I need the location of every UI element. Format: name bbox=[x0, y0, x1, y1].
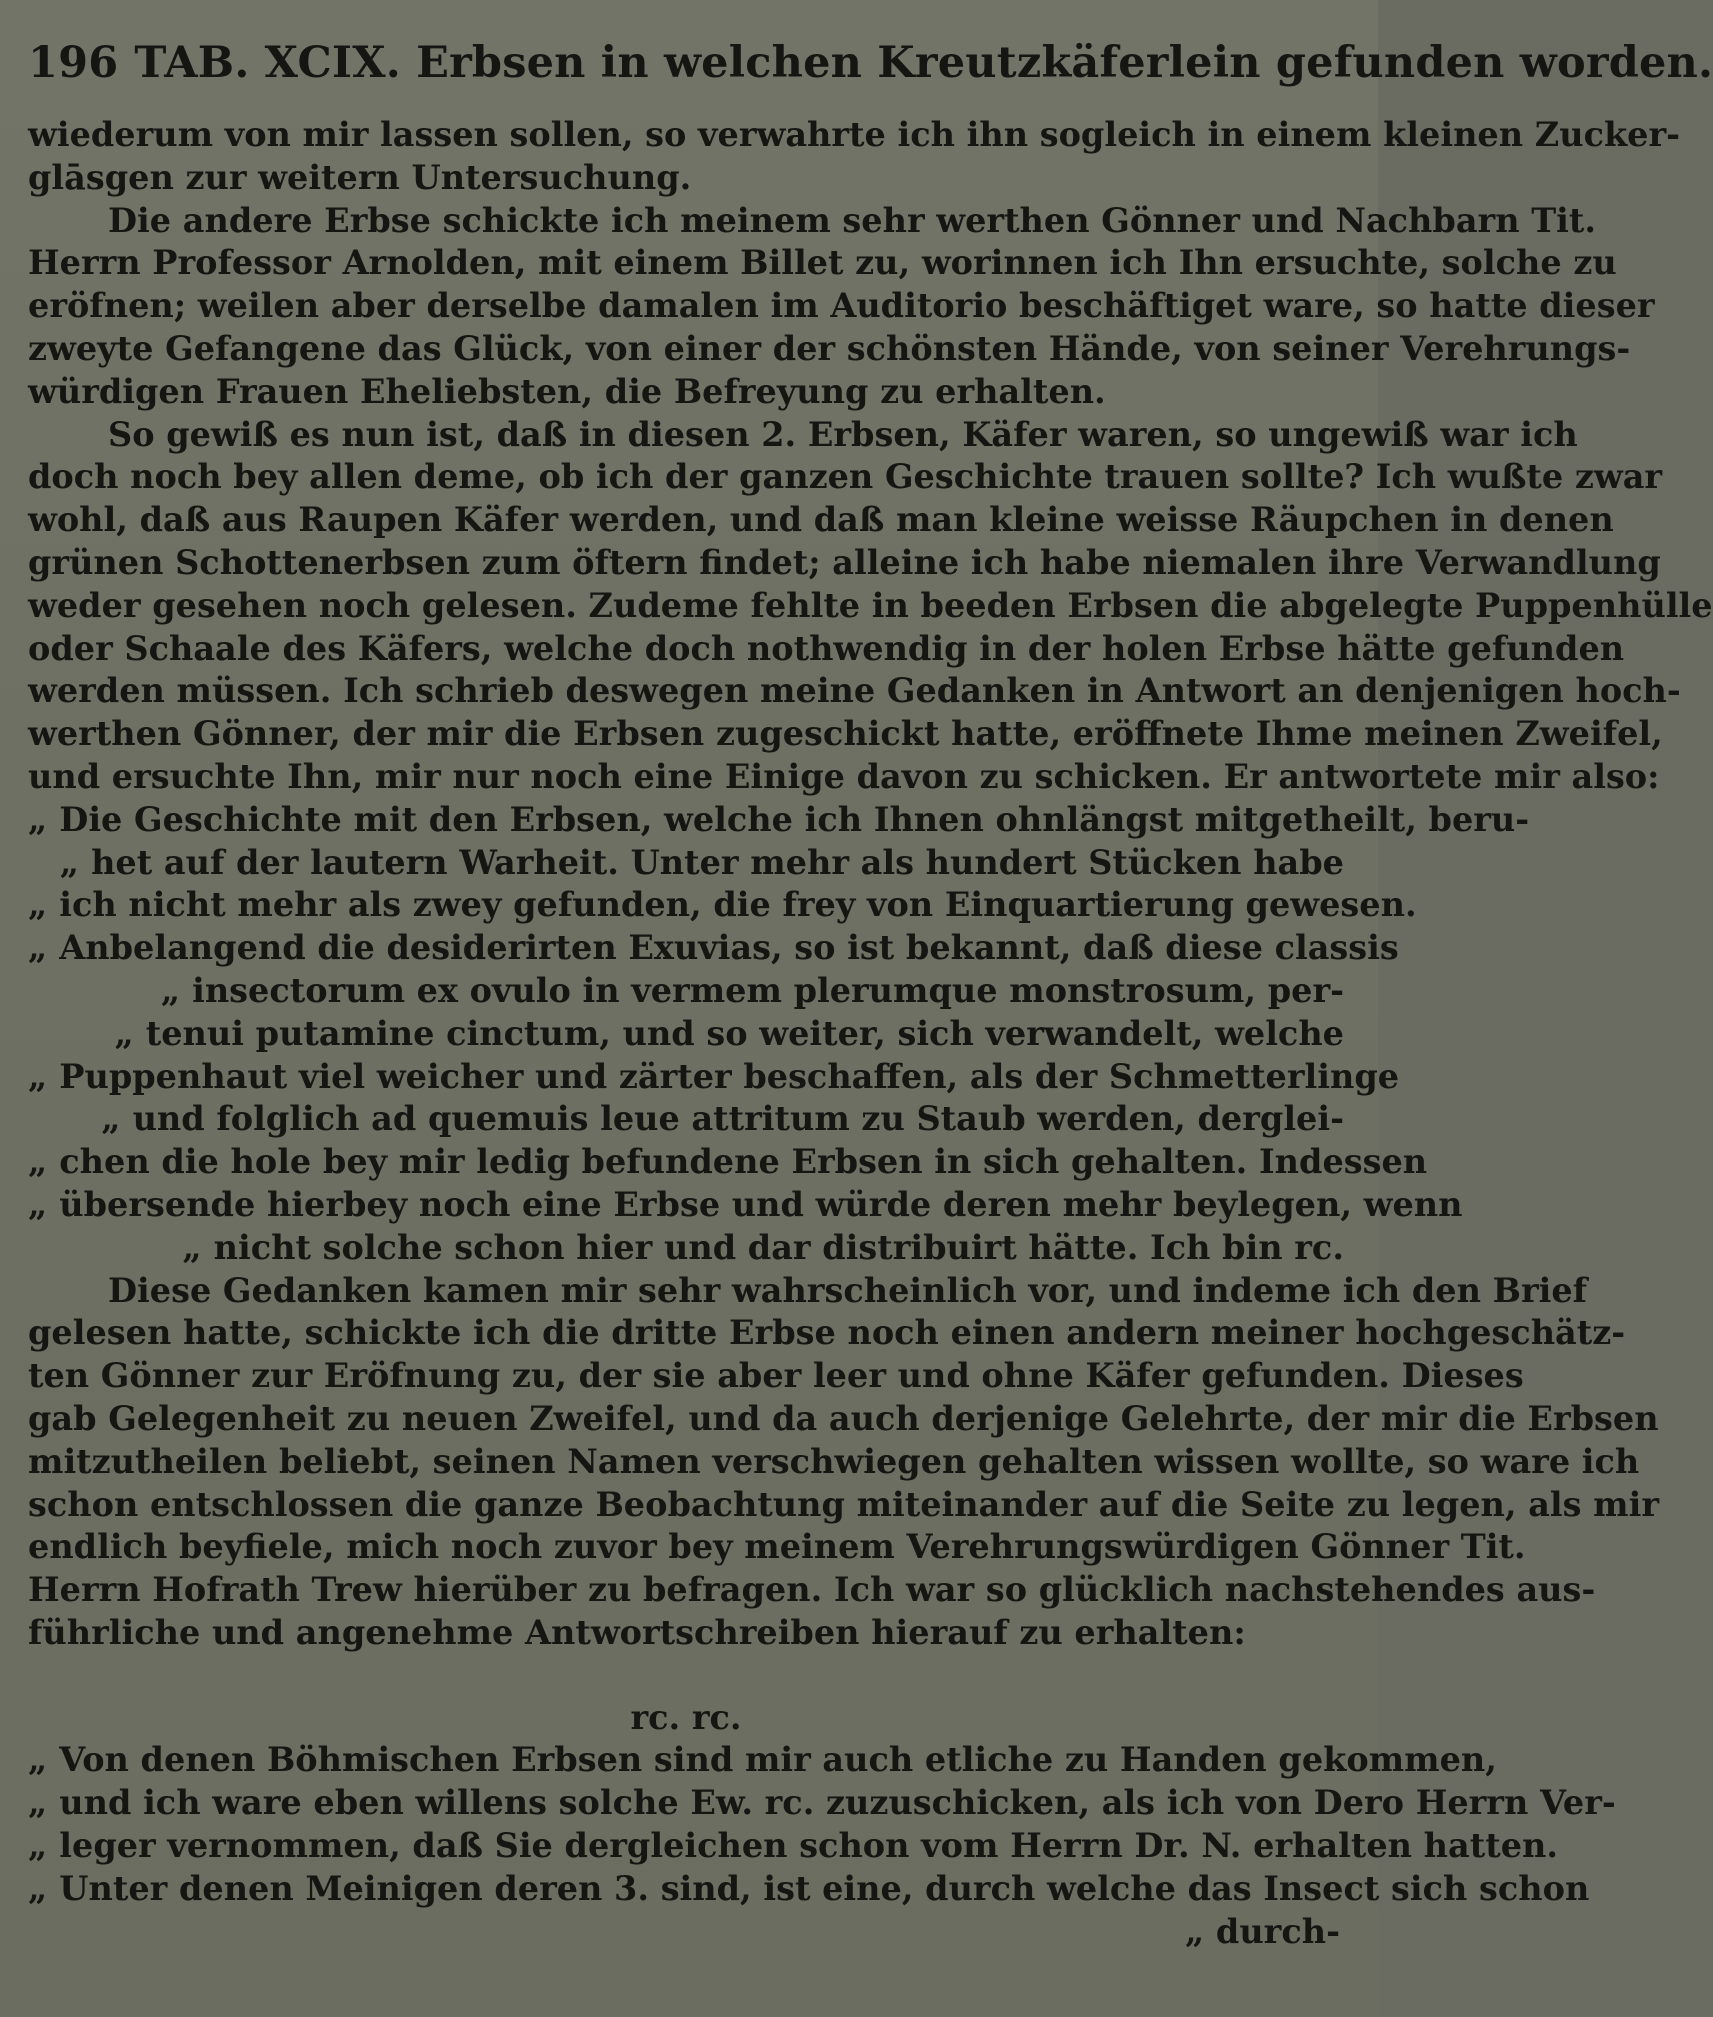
paragraph-start: Die andere Erbse schickte ich meinem sehr werthen Gönner und Nachbarn Tit. bbox=[108, 200, 1597, 240]
text-line: mitzutheilen beliebt, seinen Namen verschwiegen gehalten wissen wollte, so ware ich bbox=[28, 1441, 1640, 1481]
quote-line bbox=[28, 1056, 1400, 1099]
quote-mark: „ bbox=[28, 928, 48, 968]
text-line: werden müssen. Ich schrieb deswegen meine Gedanken in Antwort an denjenigen hoch- bbox=[28, 671, 1681, 711]
text-line: gab Gelegenheit zu neuen Zweifel, und da auch derjenige Gelehrte, der mir die Erbsen bbox=[28, 1398, 1659, 1438]
quote-mark: „ bbox=[114, 1013, 134, 1053]
running-header bbox=[28, 38, 1713, 108]
text-line: ten Gönner zur Eröfnung zu, der sie aber leer und ohne Käfer gefunden. Dieses bbox=[28, 1356, 1524, 1396]
quote-mark: „ bbox=[101, 1099, 121, 1139]
quote-mark: „ bbox=[28, 1783, 48, 1823]
quote-line bbox=[28, 1739, 1497, 1782]
text-line: oder Schaale des Käfers, welche doch nothwendig in der holen Erbse hätte gefunden bbox=[28, 628, 1625, 668]
quote-line bbox=[28, 1184, 1463, 1227]
quote-line bbox=[28, 799, 1530, 842]
text-line: und ersuchte Ihn, mir nur noch eine Einige davon zu schicken. Er antwortete mir also: bbox=[28, 756, 1660, 796]
text-line: werthen Gönner, der mir die Erbsen zugeschickt hatte, eröffnete Ihme meinen Zweifel, bbox=[28, 714, 1663, 754]
quote-line bbox=[28, 1227, 1344, 1270]
quote-text: Puppenhaut viel weicher und zärter beschaffen, als der Schmetterlinge bbox=[59, 1056, 1400, 1096]
quote-text: insectorum ex ovulo in vermem plerumque monstrosum, per- bbox=[192, 970, 1344, 1010]
quote-text: het auf der lautern Warheit. Unter mehr als hundert Stücken habe bbox=[91, 842, 1344, 882]
quote-line bbox=[28, 1868, 1590, 1911]
page-title: TAB. XCIX. Erbsen in welchen Kreutzkäferlein gefunden worden. bbox=[134, 38, 1713, 88]
text-line: grünen Schottenerbsen zum öftern findet; alleine ich habe niemalen ihre Verwandlung bbox=[28, 542, 1661, 582]
quote-line bbox=[28, 1782, 1616, 1825]
text-line: Herrn Hofrath Trew hierüber zu befragen. Ich war so glücklich nachstehendes aus- bbox=[28, 1570, 1596, 1610]
quote-text: ich nicht mehr als zwey gefunden, die frey von Einquartierung gewesen. bbox=[59, 885, 1417, 925]
quote-mark: „ bbox=[28, 885, 48, 925]
page-body bbox=[28, 114, 1713, 1953]
quote-line bbox=[28, 970, 1344, 1013]
quote-line bbox=[28, 927, 1399, 970]
text-line: weder gesehen noch gelesen. Zudeme fehlte in beeden Erbsen die abgelegte Puppenhülle bbox=[28, 585, 1713, 625]
quote-line bbox=[28, 842, 1344, 885]
quote-line bbox=[28, 884, 1417, 927]
quote-mark: „ bbox=[28, 1142, 48, 1182]
quote-text: Die Geschichte mit den Erbsen, welche ich Ihnen ohnlängst mitgetheilt, beru- bbox=[59, 799, 1530, 839]
quote-mark: „ bbox=[160, 970, 181, 1010]
text-line: schon entschlossen die ganze Beobachtung miteinander auf die Seite zu legen, als mir bbox=[28, 1484, 1659, 1524]
blank-space bbox=[28, 1655, 1344, 1697]
quote-text: Von denen Böhmischen Erbsen sind mir auch etliche zu Handen gekommen, bbox=[59, 1740, 1497, 1780]
text-line: doch noch bey allen deme, ob ich der ganzen Geschichte trauen sollte? Ich wußte zwar bbox=[28, 457, 1663, 497]
text-line: glāsgen zur weitern Untersuchung. bbox=[28, 157, 692, 197]
quote-line bbox=[28, 1098, 1344, 1141]
quote-text: Unter denen Meinigen deren 3. sind, ist eine, durch welche das Insect sich schon bbox=[59, 1868, 1590, 1908]
paragraph-start: Diese Gedanken kamen mir sehr wahrscheinlich vor, und indeme ich den Brief bbox=[108, 1270, 1588, 1310]
page-number: 196 bbox=[28, 38, 119, 88]
catchword: „ durch- bbox=[1184, 1911, 1340, 1951]
quote-text: übersende hierbey noch eine Erbse und würde deren mehr beylegen, wenn bbox=[59, 1184, 1463, 1224]
paragraph-start: So gewiß es nun ist, daß in diesen 2. Erbsen, Käfer waren, so ungewiß war ich bbox=[108, 414, 1578, 454]
quote-line bbox=[28, 1141, 1428, 1184]
quote-mark: „ bbox=[182, 1227, 202, 1267]
text-line: wohl, daß aus Raupen Käfer werden, und daß man kleine weisse Räupchen in denen bbox=[28, 500, 1614, 540]
quote-text: Anbelangend die desiderirten Exuvias, so ist bekannt, daß diese classis bbox=[59, 928, 1399, 968]
quote-line bbox=[28, 1013, 1344, 1056]
text-line: führliche und angenehme Antwortschreiben hierauf zu erhalten: bbox=[28, 1612, 1246, 1652]
quote-mark: „ bbox=[28, 1184, 48, 1224]
quote-line bbox=[28, 1825, 1559, 1868]
quote-mark: „ bbox=[59, 842, 80, 882]
quote-mark: „ bbox=[28, 1868, 48, 1908]
text-line: eröfnen; weilen aber derselbe damalen im Auditorio beschäftiget ware, so hatte dieser bbox=[28, 286, 1655, 326]
quote-text: leger vernommen, daß Sie dergleichen schon vom Herrn Dr. N. erhalten hatten. bbox=[59, 1826, 1559, 1866]
text-line: Herrn Professor Arnolden, mit einem Billet zu, worinnen ich Ihn ersuchte, solche zu bbox=[28, 243, 1617, 283]
text-line: zweyte Gefangene das Glück, von einer der schönsten Hände, von seiner Verehrungs- bbox=[28, 328, 1631, 368]
quote-mark: „ bbox=[28, 1740, 48, 1780]
quote-text: chen die hole bey mir ledig befundene Erbsen in sich gehalten. Indessen bbox=[59, 1142, 1428, 1182]
quote-text: tenui putamine cinctum, und so weiter, sich verwandelt, welche bbox=[145, 1013, 1344, 1053]
text-line: gelesen hatte, schickte ich die dritte Erbse noch einen andern meiner hochgeschätz- bbox=[28, 1313, 1626, 1353]
text-line: wiederum von mir lassen sollen, so verwahrte ich ihn sogleich in einem kleinen Zucker- bbox=[28, 115, 1681, 154]
quote-mark: „ bbox=[28, 799, 48, 839]
quote-mark: „ bbox=[28, 1826, 48, 1866]
text-line: endlich beyfiele, mich noch zuvor bey meinem Verehrungswürdigen Gönner Tit. bbox=[28, 1527, 1526, 1567]
text-line: würdigen Frauen Eheliebsten, die Befreyung zu erhalten. bbox=[28, 371, 1106, 411]
quote-text: und ich ware eben willens solche Ew. rc. zuzuschicken, als ich von Dero Herrn Ver- bbox=[59, 1783, 1616, 1823]
quote-mark: „ bbox=[28, 1056, 48, 1096]
salutation: rc. rc. bbox=[630, 1697, 742, 1737]
quote-text: und folglich ad quemuis leue attritum zu Staub werden, derglei- bbox=[132, 1099, 1344, 1139]
quote-text: nicht solche schon hier und dar distribuirt hätte. Ich bin rc. bbox=[213, 1227, 1344, 1267]
